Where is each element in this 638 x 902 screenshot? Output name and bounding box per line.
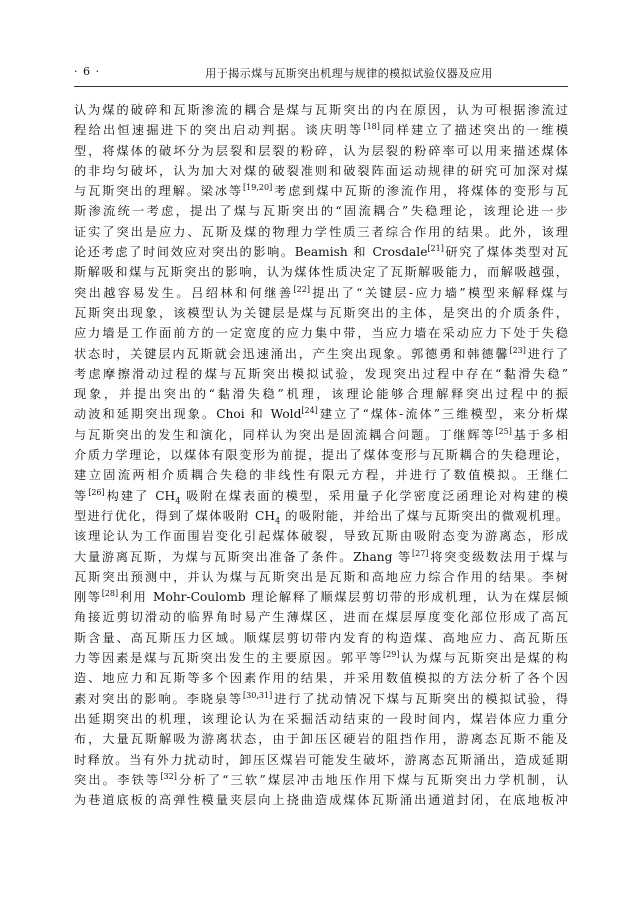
text-line: 斯渗流统一考虑，提出了煤与瓦斯突出的“固流耦合”失稳理论，该理论进一步 [74, 204, 568, 219]
citation-ref: [29] [383, 649, 400, 659]
text-line: 布，大量瓦斯解吸为游离状态，由于卸压区硬岩的阻挡作用，游离态瓦斯不能及 [74, 732, 568, 747]
subscript: 4 [175, 496, 181, 506]
text-line: 认为煤的破碎和瓦斯渗流的耦合是煤与瓦斯突出的内在原因，认为可根据渗流过 [74, 103, 568, 117]
text-line: 该理论认为工作面围岩变化引起煤体破裂，导致瓦斯由吸附态变为游离态，形成 [74, 529, 568, 544]
text-line: 建立固流两相介质耦合失稳的非线性有限元方程，并进行了数值模拟。王继仁 [74, 468, 568, 483]
text-line: 瓦斯突出现象，该模型认为关键层是煤与瓦斯突出的主体，是突出的介质条件， [74, 305, 568, 320]
body-text [74, 100, 568, 810]
text-line: 素对突出的影响。李晓泉等[30,31]进行了扰动情况下煤与瓦斯突出的模拟试验，得 [74, 690, 568, 706]
running-title: 用于揭示煤与瓦斯突出机理与规律的模拟试验仪器及应用 [205, 67, 493, 80]
subscript: 4 [275, 516, 281, 526]
text-line: 时释放。当有外力扰动时，卸压区煤岩可能发生破坏，游离态瓦斯涌出，造成延期 [74, 752, 568, 767]
citation-ref: [27] [412, 548, 429, 558]
citation-ref: [28] [101, 589, 119, 599]
text-line: 程给出恒速掘进下的突出启动判据。谈庆明等[18]同样建立了描述突出的一维模 [74, 122, 568, 138]
text-line: 力等因素是煤与瓦斯突出发生的主要原因。郭平等[29]认为煤与瓦斯突出是煤的构 [74, 649, 568, 666]
page-number: · 6 · [74, 65, 100, 78]
text-line: 现象，并提出突出的“黏滑失稳”机理，该理论能够合理解释突出过程中的振 [74, 387, 568, 402]
text-line: 证实了突出是应力、瓦斯及煤的物理力学性质三者综合作用的结果。此外，该理 [74, 224, 568, 239]
citation-ref: [18] [363, 122, 380, 132]
text-line: 斯解吸和煤与瓦斯突出的影响，认为煤体性质决定了瓦斯解吸能力，而解吸越强， [74, 265, 568, 280]
page-header [74, 64, 568, 82]
text-line: 考虑摩擦滑动过程的煤与瓦斯突出模拟试验，发现突出过程中存在“黏滑失稳” [74, 366, 568, 381]
citation-ref: [26] [88, 487, 105, 497]
citation-ref: [24] [301, 406, 318, 416]
text-line: 角接近剪切滑动的临界角时易产生薄煤区，进而在煤层厚度变化部位形成了高瓦 [74, 610, 568, 625]
text-line: 与瓦斯突出的发生和演化，同样认为突出是固流耦合问题。丁继辉等[25]基于多相 [74, 426, 568, 442]
text-line: 造、地应力和瓦斯等多个因素作用的结果，并采用数值模拟的方法分析了各个因 [74, 671, 568, 686]
citation-ref: [23] [509, 345, 526, 355]
text-line: 介质力学理论，以煤体有限变形为前提，提出了煤体变形与瓦斯耦合的失稳理论， [74, 448, 568, 463]
citation-ref: [30,31] [243, 690, 273, 700]
text-line: 型，将煤体的破坏分为层裂和层裂的粉碎，认为层裂的粉碎率可以用来描述煤体 [74, 143, 568, 158]
text-line: 的非均匀破坏，认为加大对煤的破裂准则和破裂阵面运动规律的研究可加深对煤 [74, 163, 568, 178]
text-line: 斯含量、高瓦斯压力区域。顺煤层剪切带内发育的构造煤、高地应力、高瓦斯压 [74, 630, 568, 645]
text-line: 动波和延期突出现象。Choi 和 Wold[24]建立了“煤体-流体”三维模型，来分析煤 [74, 406, 568, 422]
header-rule [74, 86, 568, 87]
citation-ref: [25] [495, 426, 512, 436]
text-line: 应力墙是工作面前方的一定宽度的应力集中带，当应力墙在采动应力下处于失稳 [74, 326, 568, 341]
text-line: 刚等[28]利用 Mohr-Coulomb 理论解释了顺煤层剪切带的形成机理，认为在煤层倾 [74, 589, 568, 605]
citation-ref: [32] [160, 771, 177, 781]
citation-ref: [19,20] [243, 183, 273, 193]
text-line: 大量游离瓦斯，为煤与瓦斯突出准备了条件。Zhang 等[27]将突变级数法用于煤与 [74, 548, 568, 564]
text-line: 与瓦斯突出的理解。梁冰等[19,20]考虑到煤中瓦斯的渗流作用，将煤体的变形与瓦 [74, 183, 568, 199]
text-line: 等[26]构建了 $CH_4$ 吸附在煤表面的模型，采用量子化学密度泛函理论对构建的模 [74, 487, 568, 506]
text-line: 论还考虑了时间效应对突出的影响。Beamish 和 Crosdale[21]研究了煤体类型对瓦 [74, 244, 568, 260]
text-line: 突出越容易发生。吕绍林和何继善[22]提出了“关键层-应力墙”模型来解释煤与 [74, 284, 568, 300]
text-line: 突出。李铁等[32]分析了“三软”煤层冲击地压作用下煤与瓦斯突出力学机制，认 [74, 771, 568, 787]
citation-ref: [21] [427, 244, 444, 254]
text-line: 型进行优化，得到了煤体吸附 $CH_4$ 的吸附能，并给出了煤与瓦斯突出的微观机理。 [74, 508, 568, 526]
text-line: 出延期突出的机理，该理论认为在采掘活动结束的一段时间内，煤岩体应力重分 [74, 711, 568, 726]
text-line: 为巷道底板的高弹性模量夹层向上挠曲造成煤体瓦斯涌出通道封闭，在底地板冲 [74, 793, 568, 808]
text-line: 瓦斯突出预测中，并认为煤与瓦斯突出是瓦斯和高地应力综合作用的结果。李树 [74, 569, 568, 584]
citation-ref: [22] [293, 284, 310, 294]
text-line: 状态时，关键层内瓦斯就会迅速涌出，产生突出现象。郭德勇和韩德馨[23]进行了 [74, 345, 568, 361]
